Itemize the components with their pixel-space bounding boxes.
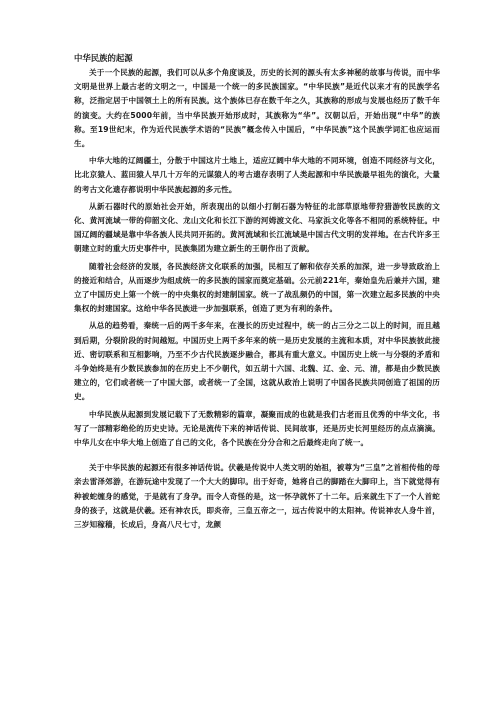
paragraph-1: 关于一个民族的起源，我们可以从多个角度谈及，历史的长河的源头有太多神秘的故事与传说，而中华文明是世界上最古老的文明之一，中国是一个统一的多民族国家。“中华民族”是近代以来才有的民族学名称，泛指定居于中国领土上的所有民族。这个族体已存在数千年之久，其族称的形成与发展也经历了数千年的演变。大约在5000年前，当中华民族开始形成时，其族称为“华”。汉朝以后，开始出现“中华”的族称。至19世纪末，作为近代民族学术语的“民族”概念传入中国后，“中华民族”这个民族学词汇也应运而生。: [74, 68, 440, 149]
paragraph-3: 从新石器时代的原始社会开始，所表现出的以细小打制石器为特征的北部草原地带狩猎游牧民族的文化、黄河流域一带的仰韶文化、龙山文化和长江下游的河姆渡文化、马家浜文化等各不相同的系统特征。中国辽阔的疆域是靠中华各族人民共同开拓的。黄河流域和长江流域是中国古代文明的发祥地。在古代许多王朝建立时的重大历史事件中，民族集团为建立新生的王朝作出了贡献。: [74, 201, 440, 254]
paragraph-4: 随着社会经济的发展，各民族经济文化联系的加强，民相互了解和依存关系的加深，进一步导致政治上的接近和结合，从而逐步为组成统一的多民族的国家而奠定基础。公元前221年，秦始皇先后兼并六国，建立了中国历史上第一个统一的中央集权的封建制国家。统一了战乱频仍的中国，第一次建立起多民族的中央集权的封建国家。这给中华各民族进一步加强联系，创造了更为有利的条件。: [74, 261, 440, 314]
document-title: 中华民族的起源: [74, 53, 133, 63]
section-gap: [74, 453, 440, 461]
paragraph-2: 中华大地的辽阔疆土，分散于中国这片土地上，适应辽阔中华大地的不同环境，创造不同经济与文化，比北京猿人、蓝田猿人早几十万年的元谋猿人的考古遗存表明了人类起源和中华民族最早祖先的演化，大量的考古文化遗存都说明中华民族起源的多元性。: [74, 156, 440, 194]
paragraph-7: 关于中华民族的起源还有很多神话传说。伏羲是传说中人类文明的始祖，被尊为“三皇”之首相传他的母亲去雷泽郊游，在游玩途中发现了一个大大的脚印。出于好奇，她将自己的脚踏在大脚印上，当下就觉得有种被蛇缠身的感觉，于是就有了身孕。而令人奇怪的是，这一怀孕就怀了十二年。后来就生下了一个人首蛇身的孩子，这就是伏羲。还有神农氏，即炎帝，三皇五帝之一，远古传说中的太阳神。传说神农人身牛首，三岁知稼穑，长成后，身高八尺七寸，龙颜: [74, 463, 441, 530]
paragraph-5: 从总的趋势看，秦统一后的两千多年来，在漫长的历史过程中，统一的占三分之二以上的时间，而且越到后期，分裂阶段的时间越短。中国历史上两千多年来的统一是历史发展的主流和本质，对中华民族彼此接近、密切联系和互相影响，乃至不少古代民族逐步融合，都具有重大意义。中国历史上统一与分裂的矛盾和斗争始终是有少数民族参加的在历史上不少朝代，如五胡十六国、北魏、辽、金、元、清，都是由少数民族建立的，它们或者统一了中国大部，或者统一了全国，这就从政治上说明了中国各民族共同创造了祖国的历史。: [74, 321, 440, 402]
paragraph-6: 中华民族从起源到发展记载下了无数精彩的篇章，凝聚而成的也就是我们古老而且优秀的中华文化，书写了一部精彩绝伦的历史史诗。无论是流传下来的神话传说、民间故事，还是历史长河里经历的点点滴滴。中华儿女在中华大地上创造了自己的文化，各个民族在分分合和之后最终走向了统一。: [74, 409, 440, 448]
